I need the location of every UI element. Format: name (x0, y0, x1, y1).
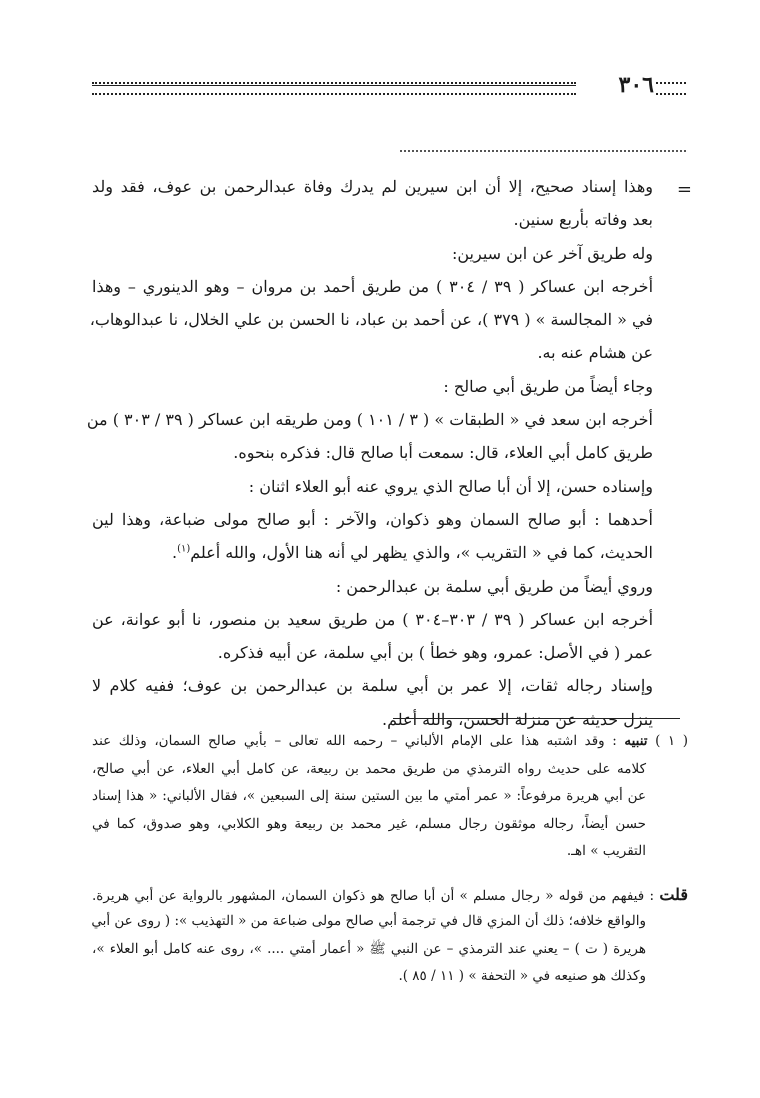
header-rule-right (656, 82, 686, 95)
body-line: وهذا إسناد صحيح، إلا أن ابن سيرين لم يدرك وفاة عبدالرحمن بن عوف، فقد ولد (92, 177, 653, 196)
footnote-line: وكذلك هو صنيعه في « التحفة » ( ١١ / ٨٥ ). (398, 968, 646, 984)
body-line: وإسناده حسن، إلا أن أبا صالح الذي يروي عنه أبو العلاء اثنان : (248, 476, 653, 496)
footnote-marker: ( ١ ) (655, 733, 688, 749)
body-line: الحديث، كما في « التقريب »، والذي يظهر لي أنه هنا الأول، والله أعلم$^{(١)}$. (172, 543, 653, 563)
body-line: وجاء أيضاً من طريق أبي صالح : (443, 376, 653, 396)
footnote-line (92, 881, 688, 909)
body-line: أخرجه ابن عساكر ( ٣٩ / ٣٠٣–٣٠٤ ) من طريق سعيد بن منصور، نا أبو عوانة، عن (92, 609, 654, 629)
body-line: عن هشام عنه به. (537, 343, 653, 363)
body-line: أحدهما : أبو صالح السمان وهو ذكوان، والآخر : أبو صالح مولى ضباعة، وهذا لين (92, 509, 653, 529)
body-line: وله طريق آخر عن ابن سيرين: (451, 243, 653, 263)
footnote-line: كلامه على حديث رواه الترمذي من طريق محمد بن ربيعة، عن كامل أبي العلاء، عن أبي صالح، (92, 760, 646, 777)
body-text (86, 170, 654, 736)
continuation-marker: = (676, 179, 692, 200)
footnote-reference[interactable]: (١) (177, 543, 191, 555)
footnote-line: التقريب » اهـ. (566, 843, 646, 859)
footnote-separator (393, 718, 680, 719)
body-line: عمر ( في الأصل: عمرو، وهو خطأ ) بن أبي سلمة، عن أبيه فذكره. (217, 643, 653, 663)
qult-label: قلت (659, 884, 688, 904)
body-line: طريق كامل أبي العلاء، قال: سمعت أبا صالح قال: فذكره بنحوه. (233, 443, 653, 463)
footnote-line: والواقع خلافه؛ ذلك أن المزي قال في ترجمة أبي صالح مولى ضباعة من « التهذيب »: ( روى عن أبي (91, 913, 646, 929)
body-line: أخرجه ابن عساكر ( ٣٩ / ٣٠٤ ) من طريق أحمد بن مروان – وهو الدينوري – وهذا (92, 276, 654, 296)
continuation-dotted-rule (400, 150, 686, 152)
footnotes (92, 728, 688, 991)
page-header (92, 72, 686, 100)
body-line-text: الحديث، كما في « التقريب »، والذي يظهر لي أنه هنا الأول، والله أعلم (190, 543, 653, 563)
footnote-line: هريرة ( ت ) – يعني عند الترمذي – عن النبي ﷺ « أعمار أمتي .... »، روى عنه كامل أبو العلاء »، (92, 940, 646, 957)
footnote-line: حسن أيضاً، رجاله موثقون رجال مسلم، غير محمد بن ربيعة وهو الكلابي، وهو صدوق، كما في (92, 815, 646, 832)
page-number: ٣٠٦ (618, 72, 654, 98)
header-rule-left (92, 82, 576, 95)
body-line: أخرجه ابن سعد في « الطبقات » ( ٣ / ١٠١ ) ومن طريقه ابن عساكر ( ٣٩ / ٣٠٣ ) من (86, 410, 653, 430)
footnote-text: : فيفهم من قوله « رجال مسلم » أن أبا صالح هو ذكوان السمان، المشهور بالرواية عن أبي هريرة. (92, 887, 655, 904)
footnote-text: : وقد اشتبه هذا على الإمام الألباني – رحمه الله تعالى – بأبي صالح السمان، وذلك عند (92, 733, 617, 749)
footnote-line: عن أبي هريرة مرفوعاً: « عمر أمتي ما بين الستين سنة إلى السبعين »، فقال الألباني: « هذا إسناد (92, 788, 646, 804)
body-line: وروي أيضاً من طريق أبي سلمة بن عبدالرحمن : (335, 576, 653, 596)
footnote-label: تنبيه (624, 733, 648, 749)
footnote-line (92, 728, 688, 756)
body-line: وإسناد رجاله ثقات، إلا عمر بن أبي سلمة بن عبدالرحمن بن عوف؛ ففيه كلام لا (92, 676, 653, 696)
body-line: ينزل حديثه عن منزلة الحسن، والله أعلم. (381, 709, 653, 729)
body-line: في « المجالسة » ( ٣٧٩ )، عن أحمد بن عباد، نا الحسن بن علي الخلال، نا عبدالوهاب، (89, 310, 653, 330)
body-line: بعد وفاته بأربع سنين. (513, 210, 653, 230)
